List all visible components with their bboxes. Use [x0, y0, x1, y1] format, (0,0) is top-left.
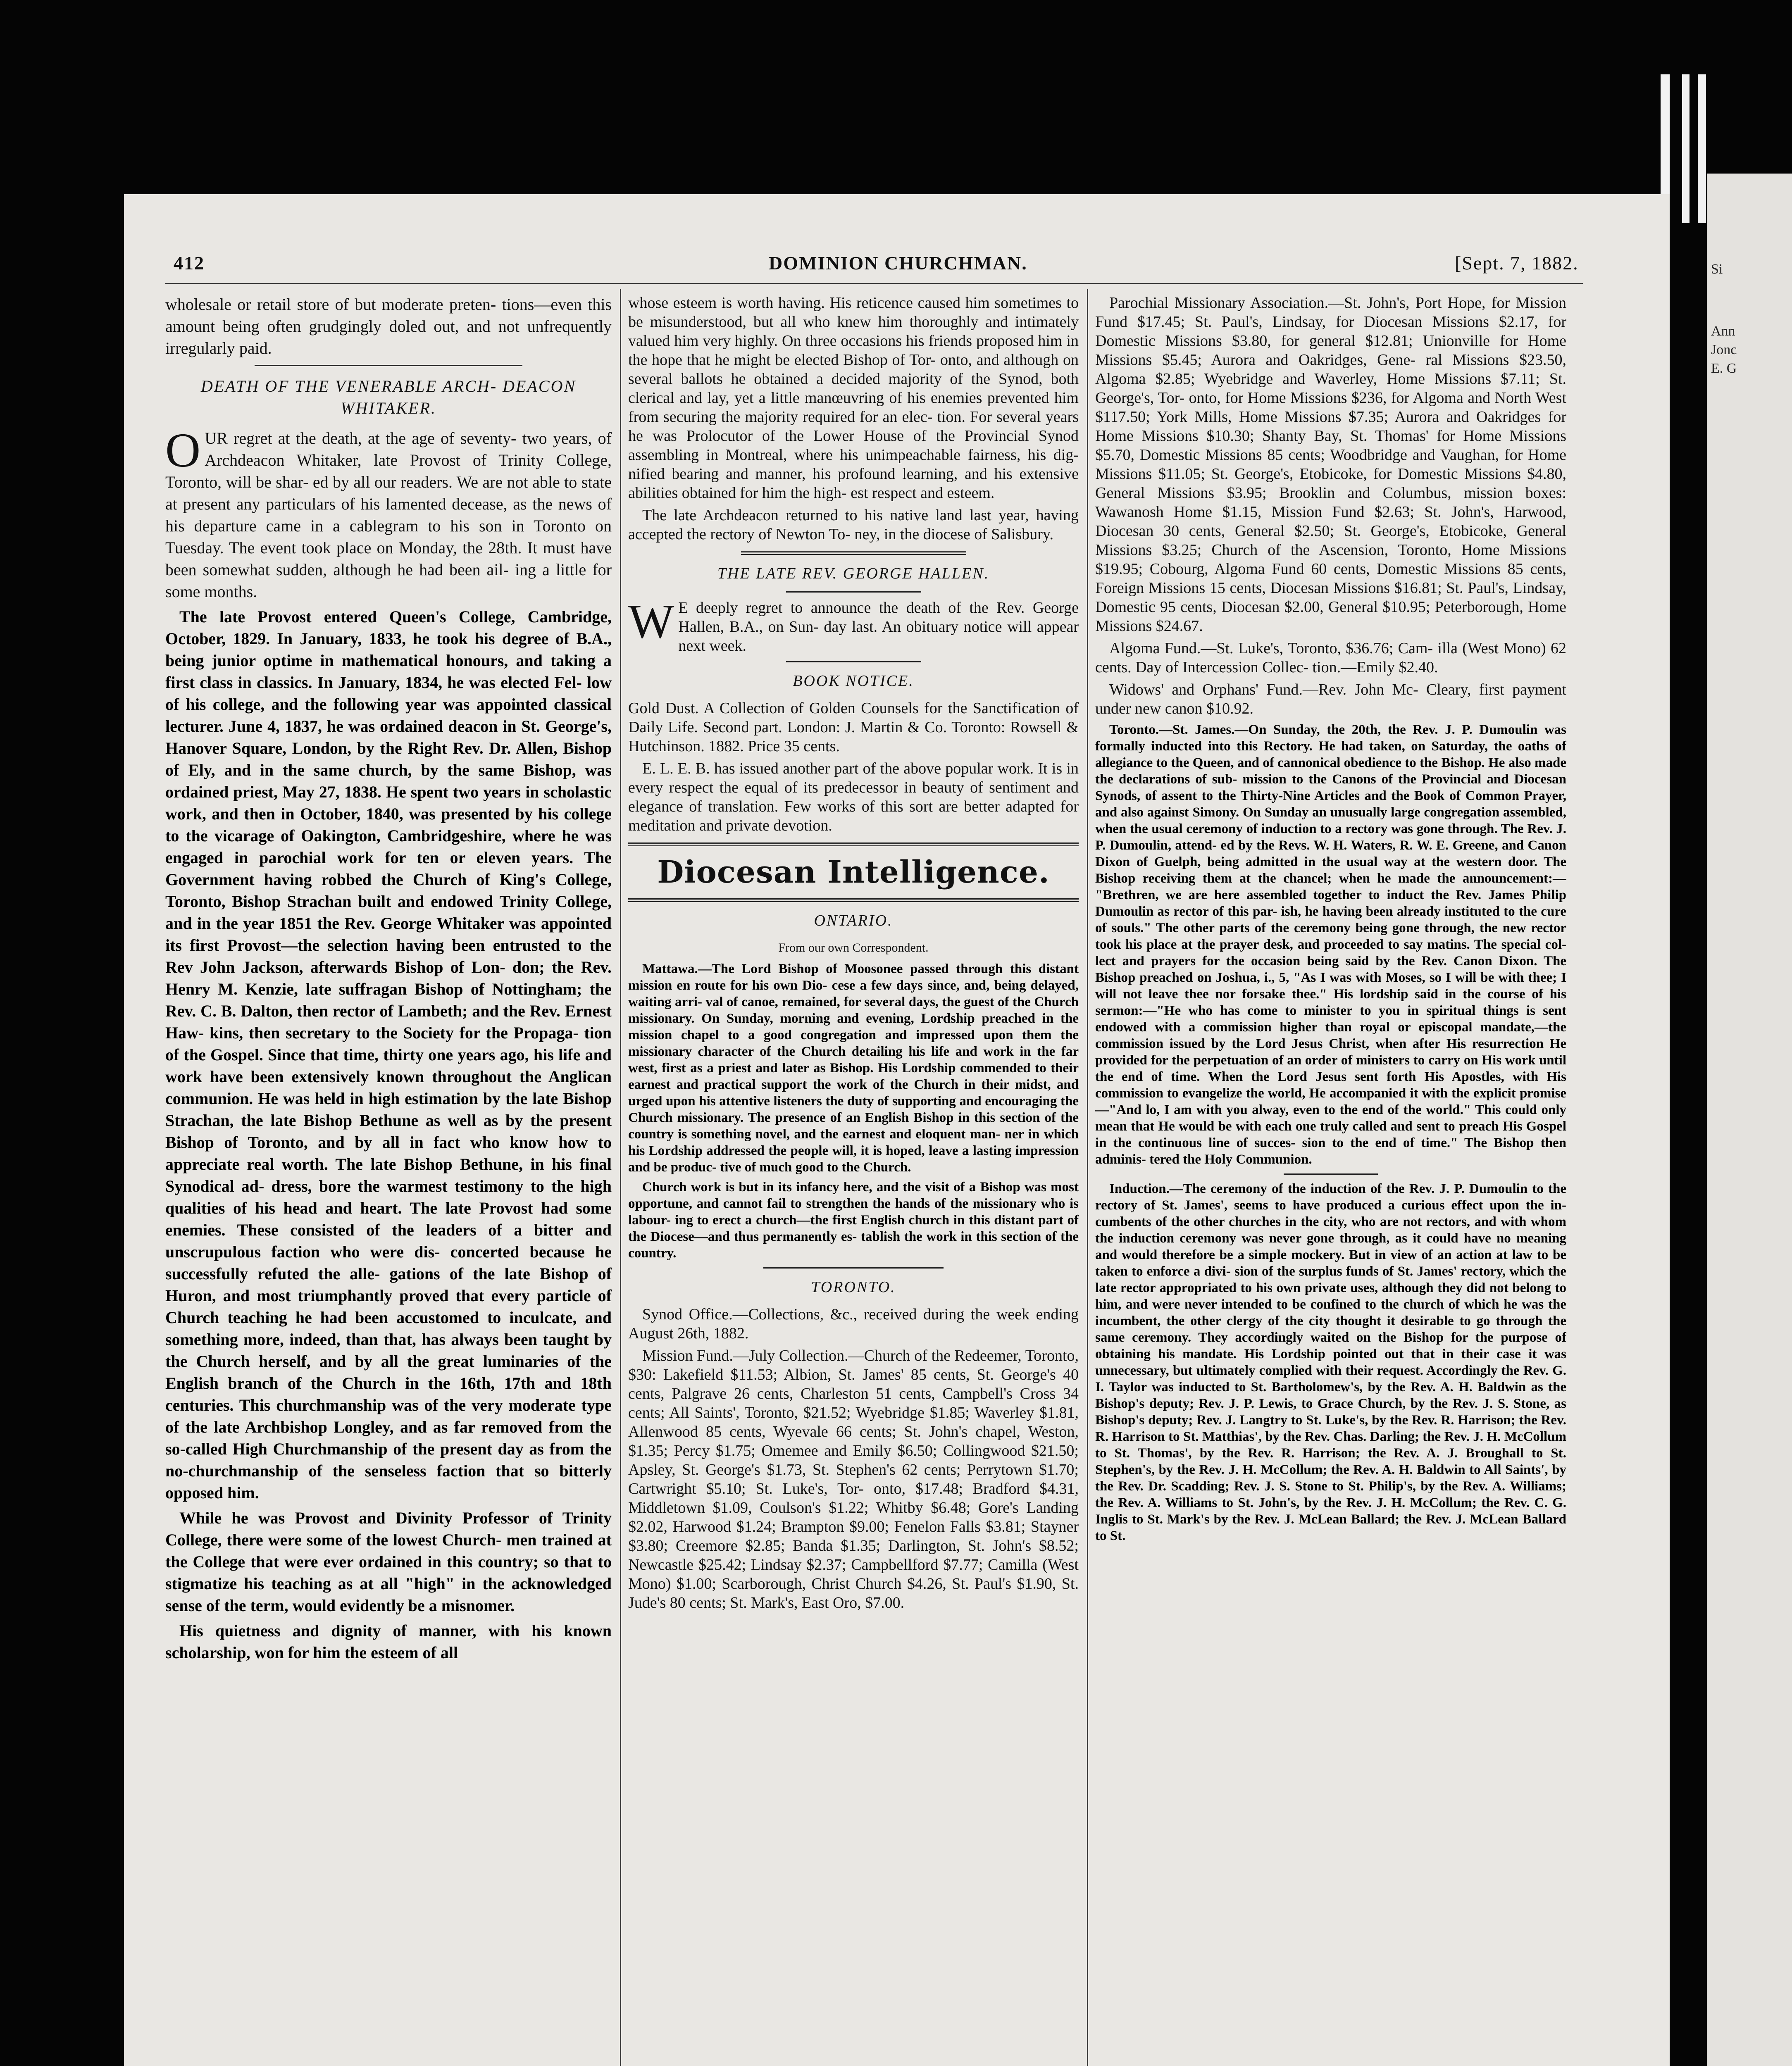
divider: [741, 551, 966, 555]
adjacent-page-text: Jonc: [1711, 342, 1737, 357]
report-paragraph: Synod Office.—Collections, &c., received during the week ending August 26th, 1882.: [628, 1306, 1079, 1342]
book-review: E. L. E. B. has issued another part of the above popular work. It is in every respect the equal of its predecessor in beauty of sentiment and elegance of translation. Few works of this sort are better adapted for meditation and private devotion.: [628, 760, 1079, 834]
divider: [1284, 1173, 1378, 1175]
article-paragraph: The late Provost entered Queen's College, Cambridge, October, 1829. In January, 1833, he took his degree of B.A., being junior optime in mathematical honours, and taking a first class in classics. In January, 1834, he was elected Fel- low of his college, and the following year was appointed classical lecturer. June 4, 1837, he was ordained deacon in St. George's, Hanover Square, London, by the Right Rev. Dr. Allen, Bishop of Ely, and in the same church, by the same Bishop, was ordained priest, May 27, 1838. He spent two years in scholastic work, and then in October, 1840, was presented by his college to the vicarage of Oakington, Cambridgeshire, where he was engaged in parochial work for ten or eleven years. The Government having robbed the Church of King's College, Toronto, Bishop Strachan built and endowed Trinity College, and in the year 1851 the Rev. George Whitaker was appointed its first Provost—the selection having been entrusted to the Rev John Jackson, afterwards Bishop of Lon- don; the Rev. Henry M. Kenzie, late suffragan Bishop of Nottingham; the Rev. C. B. Dalton, then rector of Lambeth; and the Rev. Ernest Haw- kins, then secretary to the Society for the Propaga- tion of the Gospel. Since that time, thirty one years ago, his life and work have been extensively known throughout the Anglican communion. He was held in high estimation by the late Bishop Strachan, the late Bishop Bethune as well as by the present Bishop of Toronto, and by all in fact who know how to appreciate real worth. The late Bishop Bethune, in his final Synodical ad- dress, bore the warmest testimony to the high qualities of his head and heart. The late Provost had some enemies. These consisted of the leaders of a bitter and unscrupulous faction who were dis- concerted because he successfully refuted the alle- gations of the late Bishop of Huron, and most triumphantly proved that every particle of Church teaching he had been accustomed to inculcate, and something more, indeed, than that, has always been taught by the Church herself, and by all the great luminaries of the English branch of the Church in the 16th, 17th and 18th centuries. This churchmanship was of the very moderate type of the late Archbishop Longley, and as far removed from the so-called High Churchmanship of the present day as from the no-churchmanship of the senseless faction that so bitterly opposed him.: [165, 607, 612, 1502]
adjacent-page-text: Si: [1711, 262, 1723, 277]
book-notice: Gold Dust. A Collection of Golden Counsels for the Sanctification of Daily Life. Second part. London: J. Martin & Co. Toronto: Rowsell & Hutchinson. 1882. Price 35 cents.: [628, 700, 1079, 755]
report-paragraph: Church work is but in its infancy here, and the visit of a Bishop was most opportune, and cannot fail to strengthen the hands of the missionary who is labour- ing to erect a church—the first English church in this distant part of the Diocese—and thus permanently es- tablish the work in this section of the country.: [628, 1180, 1079, 1261]
article-title-book-notice: BOOK NOTICE.: [793, 672, 914, 690]
adjacent-page-text: E. G: [1711, 361, 1737, 376]
divider: [786, 661, 921, 662]
divider: [255, 365, 522, 366]
drop-cap: O: [165, 423, 201, 477]
article-paragraph: His quietness and dignity of manner, with his known scholarship, won for him the esteem of all: [165, 1621, 612, 1662]
drop-cap: W: [628, 594, 674, 648]
collections-list: Parochial Missionary Association.—St. John's, Port Hope, for Mission Fund $17.45; St. Paul's, Lindsay, for Diocesan Missions $2.17, for Domestic Missions $3.80, for general $12.81; Unionville for Home Missions $5.45; Aurora and Oakridges, Gene- ral Missions $23.50, Algoma $2.85; Wyebridge and Waverley, Home Missions $7.11; St. George's, Tor- onto, for Home Missions $236, for Algoma and North West $117.50; York Mills, Home Missions $7.35; Aurora and Oakridges for Home Missions $10.30; Shanty Bay, St. Thomas' for Home Missions $5.70, Domestic Missions 85 cents; Woodbridge and Vaughan, for Home Missions $11.05; St. George's, Etobicoke, for Domestic Missions $4.80, General Missions $3.95; Brooklin and Columbus, mission boxes: Wawanosh Home $1.15, Mission Fund $2.63; St. John's, Harwood, Diocesan 30 cents, General $2.50; St. George's, Etobicoke, General Missions $3.25; Church of the Ascension, Toronto, Home Missions $19.95; Cobourg, Algoma Fund 60 cents, Domestic Missions 85 cents, Foreign Missions 15 cents, Diocesan Missions $16.81; St. Paul's, Lindsay, Domestic 95 cents, Diocesan $2.00, General $10.95; Peterborough, Home Missions $24.67.: [1095, 294, 1566, 635]
film-bar-3: [1698, 74, 1706, 223]
column-1: [165, 293, 612, 2066]
correspondent-note: From our own Correspondent.: [778, 941, 929, 954]
article-title-hallen: THE LATE REV. GEORGE HALLEN.: [717, 565, 990, 582]
collections-list: Algoma Fund.—St. Luke's, Toronto, $36.76; Cam- illa (West Mono) 62 cents. Day of Intercession Collec- tion.—Emily $2.40.: [1095, 640, 1566, 676]
column-2: [628, 293, 1079, 2066]
report-paragraph: Mattawa.—The Lord Bishop of Moosonee passed through this distant mission en route for his own Dio- cese a few days since, and, being delayed, waiting arri- val of canoe, remained, for several days, the guest of the Church missionary. On Sunday, morning and evening, Lordship preached in the mission chapel to a good congregation and impressed upon them the missionary character of the Church detailing his life and work in the far west, first as a priest and later as Bishop. His Lordship commended to their earnest and practical support the work of the Church in their midst, and urged upon his attentive listeners the duty of supporting and encouraging the Church missionary. The presence of an English Bishop in this section of the country is something novel, and the earnest and eloquent man- ner in which his Lordship addressed the people will, it is hoped, leave a lasting impression and be produc- tive of much good to the Church.: [628, 962, 1079, 1175]
column-rule-2: [1087, 289, 1088, 2066]
newspaper-page: [124, 194, 1670, 2066]
divider: [628, 898, 1079, 902]
page-number: 412: [174, 252, 205, 274]
divider: [763, 1267, 944, 1269]
adjacent-page-edge: [1707, 174, 1792, 2066]
collections-list: Widows' and Orphans' Fund.—Rev. John Mc- Cleary, first payment under new canon $10.92.: [1095, 681, 1566, 717]
article-paragraph: While he was Provost and Divinity Professor of Trinity College, there were some of the lowest Church- men trained at the College that were ever ordained in this country; so that to stigmatize his teaching as at all "high" in the acknowledged sense of the term, would evidently be a misnomer.: [165, 1509, 612, 1615]
masthead-title: DOMINION CHURCHMAN.: [769, 252, 1027, 274]
header-rule: [165, 283, 1583, 284]
column-3: [1095, 293, 1566, 2066]
divider: [786, 591, 921, 593]
collections-list: Mission Fund.—July Collection.—Church of the Redeemer, Toronto, $30: Lakefield $11.53; Albion, St. James' 85 cents, St. George's 40 cents, Palgrave 26 cents, Charleston 51 cents, Campbell's Cross 34 cents; All Saints', Toronto, $21.52; Wyebridge $1.85; Waverley $1.81, Allenwood 85 cents, Wyevale 66 cents; St. John's chapel, Weston, $1.35; Percy $1.75; Omemee and Emily $6.50; Collingwood $21.50; Apsley, St. George's $1.73, St. Stephen's 62 cents; Perrytown $1.70; Cartwright $5.10; St. Luke's, Tor- onto, $17.48; Bradford $4.31, Middletown $1.09, Coulson's $1.22; Whitby $6.48; Gore's Landing $2.02, Harwood $1.24; Brampton $9.00; Fenelon Falls $3.81; Stayner $3.80; Creemore $2.85; Banda $1.35; Darlington, St. John's $8.52; Newcastle $25.42; Lindsay $2.37; Campbellford $7.77; Camilla (West Mono) $1.00; Scarborough, Christ Church $4.26, St. Paul's $1.90, St. Jude's 80 cents; St. Mark's, East Oro, $7.00.: [628, 1347, 1079, 1611]
report-paragraph: Induction.—The ceremony of the induction of the Rev. J. P. Dumoulin to the rectory of St. James', seems to have produced a curious effect upon the in- cumbents of the other churches in the city, who are not rectors, and with whom the induction ceremony was never gone through, as it could have no meaning and would therefore be a simple mockery. But in view of an action at law to be taken to enforce a divi- sion of the surplus funds of St. James' rectory, which the late rector appropriated to his own private uses, although they did not belong to him, and were never intended to be confined to the church of which he was the incumbent, the other clergy of the city thought it desirable to go through the same ceremony. They accordingly waited on the Bishop for the purpose of obtaining his mandate. His Lordship pointed out that in their case it was unnecessary, but ultimately complied with their request. Accordingly the Rev. G. I. Taylor was inducted to St. Bartholomew's, by the Rev. A. H. Baldwin as the Bishop's deputy; Rev. J. P. Lewis, to Grace Church, by the Rev. J. S. Stone, as Bishop's deputy; Rev. J. Langtry to St. Luke's, by the Rev. R. Harrison; the Rev. R. Harrison to St. Matthias', by the Rev. Chas. Darling; the Rev. J. H. McCollum to St. Thomas', by the Rev. R. Harrison; the Rev. A. J. Broughall to St. Stephen's, by the Rev. J. H. McCollum; the Rev. A. H. Baldwin to All Saints', by the Rev. Dr. Scadding; Rev. J. S. Stone to St. Philip's, by the Rev. A. Williams; the Rev. A. Williams to St. John's, by the Rev. J. H. McCollum; the Rev. C. G. Inglis to St. Mark's by the Rev. J. McLean Ballard; the Rev. J. McLean Ballard to St.: [1095, 1181, 1566, 1543]
section-heading: Diocesan Intelligence.: [657, 854, 1050, 890]
region-heading-ontario: ONTARIO.: [814, 912, 893, 929]
region-heading-toronto: TORONTO.: [811, 1278, 896, 1296]
article-continued: wholesale or retail store of but moderate preten- tions—even this amount being often grudgingly doled out, and not unfrequently irregularly paid.: [165, 295, 612, 357]
article-paragraph: OUR regret at the death, at the age of seventy- two years, of Archdeacon Whitaker, late Provost of Trinity College, Toronto, will be shar- ed by all our readers. We are not able to state at present any particulars of his lamented decease, as the news of his departure came in a cablegram to his son in Toronto on Tuesday. The event took place on Monday, the 28th. It must have been somewhat sudden, although he had been ail- ing a little for some months.: [165, 423, 612, 601]
article-paragraph: The late Archdeacon returned to his native land last year, having accepted the rectory of Newton To- ney, in the diocese of Salisbury.: [628, 507, 1079, 543]
article-paragraph: whose esteem is worth having. His reticence caused him sometimes to be misunderstood, but all who knew him thoroughly and intimately valued him very highly. On three occasions his friends proposed him in the hope that he might be elected Bishop of Tor- onto, and although on several ballots he obtained a decided majority of the Synod, both clerical and lay, yet a little manœuvring of his enemies prevented him from securing the majority required for an elec- tion. For several years he was Prolocutor of the Lower House of the Provincial Synod assembling in Montreal, where his unimpeachable fairness, his dig- nified bearing and manner, his profound learning, and his extensive abilities obtained for him the high- est respect and esteem.: [628, 294, 1079, 502]
issue-date: [Sept. 7, 1882.: [1455, 252, 1579, 274]
article-paragraph: W E deeply regret to announce the death of the Rev. George Hallen, B.A., on Sun- day last. An obituary notice will appear next week.: [628, 594, 1079, 655]
divider: [628, 843, 1079, 846]
article-title-whitaker: DEATH OF THE VENERABLE ARCH- DEACON WHITAKER.: [200, 377, 577, 417]
report-paragraph: Toronto.—St. James.—On Sunday, the 20th, the Rev. J. P. Dumoulin was formally inducted into this Rectory. He had taken, on Saturday, the oaths of allegiance to the Queen, and of cannonical obedience to the Bishop. He also made the declarations of sub- mission to the Canons of the Provincial and Diocesan Synods, of assent to the Thirty-Nine Articles and the Book of Common Prayer, and also against Simony. On Sunday an unusually large congregation assembled, when the usual ceremony of induction to a rectory was gone through. The Rev. J. P. Dumoulin, attend- ed by the Revs. W. H. Waters, R. W. E. Greene, and Canon Dixon of Guelph, being admitted in the usual way at the western door. The Bishop receiving them at the chancel; when he made the announcement:— "Brethren, we are here assembled together to induct the Rev. James Philip Dumoulin as rector of this par- ish, he having been already instituted to the cure of souls." The other parts of the ceremony being gone through, the new rector took his place at the prayer desk, and proceeded to say matins. The special col- lect and prayers for the occasion being said by the Rev. Canon Dixon. The Bishop preached on Joshua, i., 5, "As I was with Moses, so I will be with thee; I will not leave thee nor forsake thee." His lordship said in the course of his sermon:—"He who has come to minister to you in spiritual things is sent endowed with a commission higher than royal or episcopal mandate,—the commission issued by the Lord Jesus Christ, when after His resurrection He provided for the perpetuation of an order of ministers to carry on His work until the end of time. When the Lord Jesus sent forth His Apostles, with His commission to evangelize the world, He accompanied it with the explicit promise—"And lo, I am with you alway, even to the end of the world." This could only mean that He would be with each one truly called and sent to preach His Gospel in the continuous line of succes- sion to the end of time." The Bishop then adminis- tered the Holy Communion.: [1095, 722, 1566, 1167]
column-rule-1: [620, 289, 621, 2066]
adjacent-page-text: Ann: [1711, 324, 1735, 339]
film-bar-2: [1682, 74, 1690, 223]
